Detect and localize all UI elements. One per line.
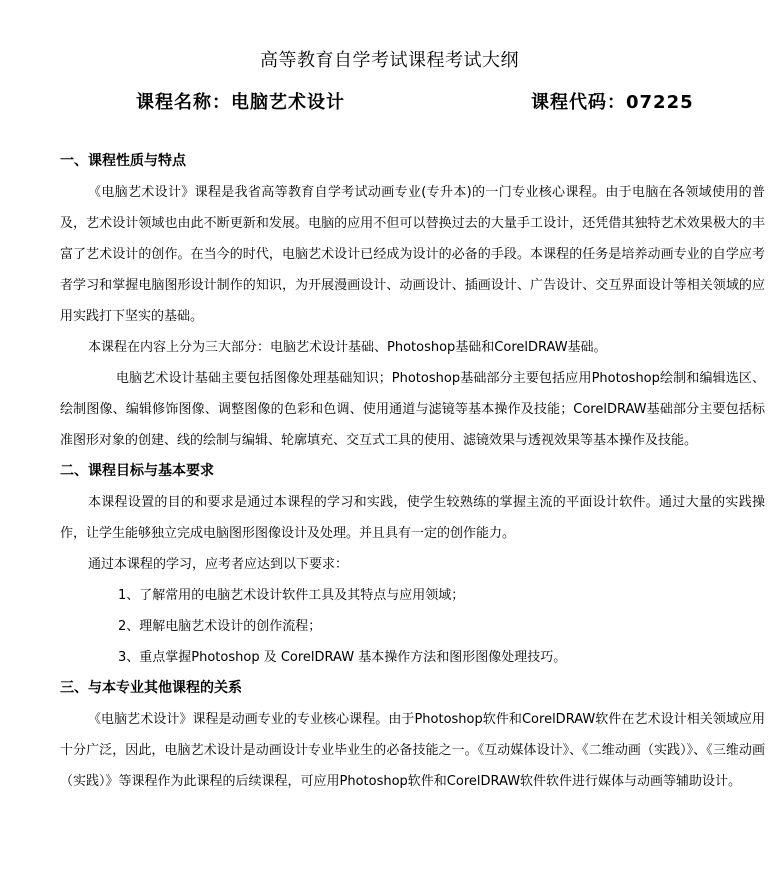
document-body [60, 146, 765, 797]
requirement-item: 2、理解电脑艺术设计的创作流程； [118, 619, 322, 634]
course-code: 课程代码：07225 [531, 92, 694, 113]
body-paragraph: 《电脑艺术设计》课程是我省高等教育自学考试动画专业(专升本)的一门专业核心课程。由于电脑在各领域使用的普及，艺术设计领域也由此不断更新和发展。电脑的应用不但可以替换过去的大量手工设计，还凭借其独特艺术效果极大的丰富了艺术设计的创作。在当今的时代，电脑艺术设计已经成为设计的必备的手段。本课程的任务是培养动画专业的自学应考者学习和掌握电脑图形设计制作的知识，为开展漫画设计、动画设计、插画设计、广告设计、交互界面设计等相关领域的应用实践打下坚实的基础。 [60, 185, 765, 324]
requirement-item: 3、重点掌握Photoshop 及 CorelDRAW 基本操作方法和图形图像处理技巧。 [118, 650, 567, 665]
body-paragraph: 通过本课程的学习，应考者应达到以下要求： [88, 557, 349, 572]
document-title: 高等教育自学考试课程考试大纲 [260, 50, 519, 71]
body-paragraph: 本课程设置的目的和要求是通过本课程的学习和实践，使学生较熟练的掌握主流的平面设计软件。通过大量的实践操作，让学生能够独立完成电脑图形图像设计及处理。并且具有一定的创作能力。 [60, 495, 765, 541]
body-paragraph: 《电脑艺术设计》课程是动画专业的专业核心课程。由于Photoshop软件和CorelDRAW软件在艺术设计相关领域应用十分广泛，因此，电脑艺术设计是动画设计专业毕业生的必备技能之一。《互动媒体设计》、《二维动画（实践）》、《三维动画（实践）》等课程作为此课程的后续课程，可应用Photoshop软件和CorelDRAW软件软件进行媒体与动画等辅助设计。 [60, 712, 765, 789]
section-heading: 一、课程性质与特点 [60, 153, 186, 169]
body-paragraph: 电脑艺术设计基础主要包括图像处理基础知识；Photoshop基础部分主要包括应用Photoshop绘制和编辑选区、绘制图像、编辑修饰图像、调整图像的色彩和色调、使用通道与滤镜等基本操作及技能；CorelDRAW基础部分主要包括标准图形对象的创建、线的绘制与编辑、轮廓填充、交互式工具的使用、滤镜效果与透视效果等基本操作及技能。 [60, 371, 765, 448]
requirement-item: 1、了解常用的电脑艺术设计软件工具及其特点与应用领域； [118, 588, 465, 603]
section-heading: 二、课程目标与基本要求 [60, 463, 214, 479]
body-paragraph: 本课程在内容上分为三大部分：电脑艺术设计基础、Photoshop基础和CorelDRAW基础。 [88, 340, 607, 355]
course-name: 课程名称：电脑艺术设计 [136, 92, 345, 113]
section-heading: 三、与本专业其他课程的关系 [60, 680, 242, 696]
